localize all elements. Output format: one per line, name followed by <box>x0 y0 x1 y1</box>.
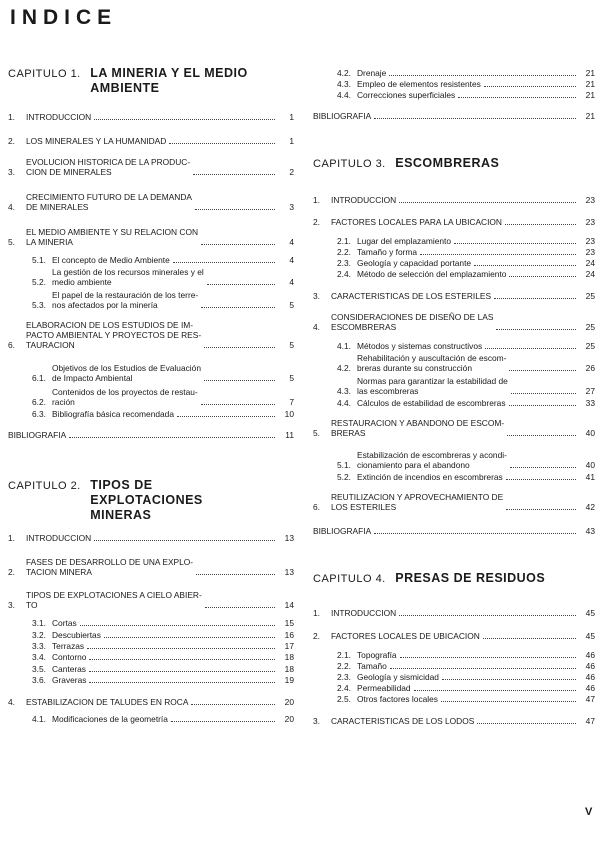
entry-page: 46 <box>585 683 595 693</box>
leader-dots <box>496 329 576 330</box>
toc-subentry <box>313 68 595 78</box>
entry-number: 1. <box>313 195 320 205</box>
entry-number: 4.2. <box>337 68 351 78</box>
entry-title: BIBLIOGRAFIA <box>8 430 67 440</box>
leader-dots <box>484 86 576 87</box>
entry-title: Contenidos de los proyectos de restau- ración <box>52 387 198 407</box>
chapter-label: CAPITULO 4. <box>313 573 386 585</box>
entry-title: Objetivos de los Estudios de Evaluación de Impacto Ambiental <box>52 363 201 383</box>
toc-subentry <box>313 90 595 100</box>
toc-subentry <box>313 683 595 693</box>
toc-subentry <box>313 398 595 408</box>
toc-subentry <box>8 675 294 685</box>
entry-number: 5.1. <box>32 255 46 265</box>
entry-title: Otros factores locales <box>357 694 438 704</box>
entry-page: 10 <box>284 409 294 419</box>
leader-dots <box>441 701 576 702</box>
leader-dots <box>207 284 275 285</box>
entry-number: 2.3. <box>337 672 351 682</box>
leader-dots <box>374 118 576 119</box>
toc-subentry <box>313 672 595 682</box>
entry-page: 40 <box>585 428 595 438</box>
chapter-title: ESCOMBRERAS <box>395 156 500 170</box>
entry-title: Bibliografía básica recomendada <box>52 409 174 419</box>
toc-subentry <box>313 247 595 257</box>
entry-number: 6.1. <box>32 373 46 383</box>
leader-dots <box>509 370 576 371</box>
entry-page: 45 <box>585 631 595 641</box>
entry-number: 2.3. <box>337 258 351 268</box>
entry-title: CARACTERISTICAS DE LOS LODOS <box>331 716 475 726</box>
toc-subentry <box>8 652 294 662</box>
leader-dots <box>173 262 275 263</box>
leader-dots <box>507 435 576 436</box>
entry-page: 3 <box>289 202 294 212</box>
entry-title: Estabilización de escombreras y acondi- cionamiento para el abandono <box>357 450 507 470</box>
entry-number: 1. <box>313 608 320 618</box>
leader-dots <box>169 143 275 144</box>
leader-dots <box>506 509 576 510</box>
leader-dots <box>196 574 275 575</box>
entry-title: EL MEDIO AMBIENTE Y SU RELACION CON LA MINERIA <box>26 227 199 247</box>
toc-subentry <box>313 236 595 246</box>
leader-dots <box>506 479 576 480</box>
leader-dots <box>483 638 576 639</box>
entry-number: 3. <box>313 291 320 301</box>
entry-page: 24 <box>585 269 595 279</box>
entry-number: 4.2. <box>337 363 351 373</box>
toc-entry <box>8 192 294 212</box>
toc-entry <box>8 557 294 577</box>
entry-number: 2.1. <box>337 650 351 660</box>
chapter-label: CAPITULO 2. <box>8 480 81 492</box>
chapter-label: CAPITULO 1. <box>8 68 81 80</box>
toc-subentry <box>8 387 294 407</box>
leader-dots <box>474 265 576 266</box>
entry-page: 33 <box>585 398 595 408</box>
entry-page: 21 <box>585 90 595 100</box>
leader-dots <box>89 682 275 683</box>
entry-number: 3.6. <box>32 675 46 685</box>
leader-dots <box>442 679 576 680</box>
entry-number: 1. <box>8 112 15 122</box>
leader-dots <box>458 97 576 98</box>
leader-dots <box>509 405 576 406</box>
toc-entry <box>313 492 595 512</box>
entry-title: Graveras <box>52 675 87 685</box>
toc-entry <box>8 697 294 707</box>
entry-page: 18 <box>284 664 294 674</box>
entry-number: 4. <box>313 322 320 332</box>
toc-subentry <box>313 341 595 351</box>
entry-title: CONSIDERACIONES DE DISEÑO DE LAS ESCOMBRERAS <box>331 312 494 332</box>
leader-dots <box>494 298 576 299</box>
entry-page: 4 <box>289 277 294 287</box>
leader-dots <box>87 648 275 649</box>
entry-title: BIBLIOGRAFIA <box>313 111 372 121</box>
entry-title: Cortas <box>52 618 77 628</box>
toc-entry <box>8 533 294 543</box>
leader-dots <box>204 380 275 381</box>
entry-page: 46 <box>585 672 595 682</box>
leader-dots <box>400 657 576 658</box>
toc-subentry <box>313 353 595 373</box>
leader-dots <box>193 174 275 175</box>
toc-entry <box>8 157 294 177</box>
entry-page: 7 <box>289 397 294 407</box>
toc-subentry <box>313 258 595 268</box>
entry-number: 4. <box>8 697 15 707</box>
leader-dots <box>511 393 576 394</box>
entry-title: Correcciones superficiales <box>357 90 456 100</box>
entry-page: 17 <box>284 641 294 651</box>
toc-subentry <box>8 714 294 724</box>
entry-number: 3.1. <box>32 618 46 628</box>
entry-title: Modificaciones de la geometría <box>52 714 168 724</box>
leader-dots <box>69 437 275 438</box>
page-title: INDICE <box>10 6 118 29</box>
entry-number: 3. <box>8 167 15 177</box>
entry-title: ELABORACION DE LOS ESTUDIOS DE IM- PACTO AMBIENTAL Y PROYECTOS DE RES- TAURACION <box>26 320 202 350</box>
entry-number: 2.1. <box>337 236 351 246</box>
leader-dots <box>509 276 576 277</box>
chapter-2-heading <box>8 478 294 523</box>
entry-title: Contorno <box>52 652 87 662</box>
entry-number: 5.1. <box>337 460 351 470</box>
chapter-1-heading <box>8 66 294 96</box>
entry-title: Rehabilitación y auscultación de escom- breras durante su construcción <box>357 353 507 373</box>
toc-entry <box>8 136 294 146</box>
entry-page: 4 <box>289 255 294 265</box>
entry-title: Topografía <box>357 650 397 660</box>
leader-dots <box>414 690 576 691</box>
entry-page: 20 <box>284 714 294 724</box>
leader-dots <box>191 704 275 705</box>
entry-page: 4 <box>289 237 294 247</box>
entry-title: Geología y capacidad portante <box>357 258 472 268</box>
toc-subentry <box>8 363 294 383</box>
entry-number: 1. <box>8 533 15 543</box>
entry-number: 4.1. <box>337 341 351 351</box>
toc-subentry <box>313 450 595 470</box>
leader-dots <box>510 467 576 468</box>
toc-subentry <box>8 630 294 640</box>
entry-number: 5. <box>313 428 320 438</box>
entry-page: 47 <box>585 694 595 704</box>
leader-dots <box>399 202 576 203</box>
entry-number: 3. <box>8 600 15 610</box>
toc-entry <box>313 526 595 536</box>
leader-dots <box>399 615 576 616</box>
entry-title: El papel de la restauración de los terre- nos afectados por la minería <box>52 290 199 310</box>
leader-dots <box>94 119 275 120</box>
leader-dots <box>104 637 275 638</box>
chapter-title: LA MINERIA Y EL MEDIO AMBIENTE <box>90 66 248 95</box>
entry-page: 16 <box>284 630 294 640</box>
entry-number: 5.2. <box>32 277 46 287</box>
entry-title: El concepto de Medio Ambiente <box>52 255 170 265</box>
toc-entry <box>313 111 595 121</box>
entry-title: ESTABILIZACION DE TALUDES EN ROCA <box>26 697 189 707</box>
chapter-title: PRESAS DE RESIDUOS <box>395 571 546 585</box>
entry-page: 15 <box>284 618 294 628</box>
toc-subentry <box>313 269 595 279</box>
entry-number: 5. <box>8 237 15 247</box>
entry-page: 5 <box>289 300 294 310</box>
leader-dots <box>204 347 275 348</box>
entry-page: 46 <box>585 661 595 671</box>
entry-page: 21 <box>585 79 595 89</box>
entry-page: 13 <box>284 567 294 577</box>
entry-page: 27 <box>585 386 595 396</box>
toc-subentry <box>8 641 294 651</box>
entry-title: BIBLIOGRAFIA <box>313 526 372 536</box>
toc-entry <box>8 430 294 440</box>
toc-entry <box>313 291 595 301</box>
leader-dots <box>201 307 275 308</box>
toc-subentry <box>313 694 595 704</box>
chapter-4-heading <box>313 571 595 587</box>
entry-page: 23 <box>585 247 595 257</box>
entry-title: FASES DE DESARROLLO DE UNA EXPLO- TACION MINERA <box>26 557 194 577</box>
entry-page: 45 <box>585 608 595 618</box>
leader-dots <box>505 224 576 225</box>
entry-page: 5 <box>289 340 294 350</box>
entry-page: 25 <box>585 291 595 301</box>
entry-number: 2. <box>313 631 320 641</box>
leader-dots <box>89 659 275 660</box>
toc-entry <box>313 312 595 332</box>
entry-number: 3.3. <box>32 641 46 651</box>
entry-page: 25 <box>585 322 595 332</box>
chapter-3-heading <box>313 156 595 172</box>
entry-number: 3.5. <box>32 664 46 674</box>
toc-entry <box>313 217 595 227</box>
leader-dots <box>171 721 275 722</box>
entry-title: EVOLUCION HISTORICA DE LA PRODUC- CION DE MINERALES <box>26 157 191 177</box>
leader-dots <box>89 671 275 672</box>
toc-subentry <box>313 79 595 89</box>
toc-entry <box>313 608 595 618</box>
entry-page: 14 <box>284 600 294 610</box>
entry-title: Geología y sismicidad <box>357 672 439 682</box>
entry-page: 1 <box>289 112 294 122</box>
entry-number: 6.3. <box>32 409 46 419</box>
entry-title: Permeabilidad <box>357 683 411 693</box>
entry-page: 23 <box>585 217 595 227</box>
entry-title: Canteras <box>52 664 86 674</box>
toc-subentry <box>8 664 294 674</box>
leader-dots <box>420 254 576 255</box>
entry-page: 46 <box>585 650 595 660</box>
entry-number: 2.4. <box>337 683 351 693</box>
toc-subentry <box>313 472 595 482</box>
toc-entry <box>8 227 294 247</box>
leader-dots <box>454 243 576 244</box>
entry-number: 2.2. <box>337 661 351 671</box>
entry-title: FACTORES LOCALES DE UBICACION <box>331 631 480 641</box>
toc-subentry <box>8 267 294 287</box>
chapter-label: CAPITULO 3. <box>313 158 386 170</box>
toc-subentry <box>8 290 294 310</box>
toc-entry <box>8 112 294 122</box>
entry-title: REUTILIZACION Y APROVECHAMIENTO DE LOS ESTERILES <box>331 492 504 512</box>
entry-page: 40 <box>585 460 595 470</box>
entry-page: 13 <box>284 533 294 543</box>
leader-dots <box>80 625 275 626</box>
entry-title: Terrazas <box>52 641 85 651</box>
entry-number: 6. <box>313 502 320 512</box>
entry-number: 6. <box>8 340 15 350</box>
toc-entry <box>8 590 294 610</box>
entry-title: INTRODUCCION <box>26 533 92 543</box>
entry-title: La gestión de los recursos minerales y el medio ambiente <box>52 267 204 287</box>
toc-entry <box>313 195 595 205</box>
entry-page: 21 <box>585 68 595 78</box>
entry-title: RESTAURACION Y ABANDONO DE ESCOM- BRERAS <box>331 418 505 438</box>
entry-number: 2. <box>313 217 320 227</box>
toc-subentry <box>8 409 294 419</box>
entry-page: 1 <box>289 136 294 146</box>
entry-title: FACTORES LOCALES PARA LA UBICACION <box>331 217 502 227</box>
toc-subentry <box>313 376 595 396</box>
entry-page: 18 <box>284 652 294 662</box>
entry-number: 2. <box>8 136 15 146</box>
entry-page: 43 <box>585 526 595 536</box>
entry-title: Tamaño <box>357 661 387 671</box>
entry-title: CRECIMIENTO FUTURO DE LA DEMANDA DE MINERALES <box>26 192 192 212</box>
entry-number: 4.4. <box>337 90 351 100</box>
entry-number: 4.4. <box>337 398 351 408</box>
entry-number: 2.5. <box>337 694 351 704</box>
leader-dots <box>205 607 275 608</box>
entry-number: 2.2. <box>337 247 351 257</box>
toc-entry <box>313 716 595 726</box>
entry-title: INTRODUCCION <box>331 195 397 205</box>
chapter-title: TIPOS DE EXPLOTACIONES MINERAS <box>90 478 203 522</box>
leader-dots <box>201 244 275 245</box>
leader-dots <box>201 404 275 405</box>
toc-entry <box>313 418 595 438</box>
leader-dots <box>195 209 275 210</box>
leader-dots <box>374 533 576 534</box>
entry-number: 4.1. <box>32 714 46 724</box>
entry-title: Descubiertas <box>52 630 101 640</box>
entry-page: 23 <box>585 195 595 205</box>
entry-title: Drenaje <box>357 68 387 78</box>
entry-page: 23 <box>585 236 595 246</box>
entry-page: 5 <box>289 373 294 383</box>
entry-page: 42 <box>585 502 595 512</box>
entry-number: 3.4. <box>32 652 46 662</box>
entry-page: 19 <box>284 675 294 685</box>
entry-title: LOS MINERALES Y LA HUMANIDAD <box>26 136 167 146</box>
entry-page: 21 <box>585 111 595 121</box>
entry-title: Cálculos de estabilidad de escombreras <box>357 398 506 408</box>
entry-title: Empleo de elementos resistentes <box>357 79 481 89</box>
entry-page: 2 <box>289 167 294 177</box>
entry-page: 26 <box>585 363 595 373</box>
entry-number: 4. <box>8 202 15 212</box>
entry-number: 2.4. <box>337 269 351 279</box>
toc-subentry <box>313 661 595 671</box>
entry-number: 6.2. <box>32 397 46 407</box>
leader-dots <box>94 540 275 541</box>
entry-page: 25 <box>585 341 595 351</box>
entry-number: 5.3. <box>32 300 46 310</box>
entry-title: TIPOS DE EXPLOTACIONES A CIELO ABIER- TO <box>26 590 202 610</box>
entry-page: 11 <box>285 430 294 440</box>
leader-dots <box>389 75 576 76</box>
entry-title: Métodos y sistemas constructivos <box>357 341 483 351</box>
entry-page: 47 <box>585 716 595 726</box>
entry-title: Lugar del emplazamiento <box>357 236 452 246</box>
leader-dots <box>177 416 275 417</box>
toc-subentry <box>8 618 294 628</box>
entry-number: 2. <box>8 567 15 577</box>
page-number: V <box>585 806 593 818</box>
entry-title: Método de selección del emplazamiento <box>357 269 507 279</box>
leader-dots <box>485 348 576 349</box>
leader-dots <box>477 723 576 724</box>
entry-title: Normas para garantizar la estabilidad de las escombreras <box>357 376 508 396</box>
toc-entry <box>313 631 595 641</box>
entry-number: 5.2. <box>337 472 351 482</box>
entry-page: 24 <box>585 258 595 268</box>
entry-number: 4.3. <box>337 386 351 396</box>
toc-entry <box>8 320 294 350</box>
entry-title: INTRODUCCION <box>26 112 92 122</box>
entry-title: INTRODUCCION <box>331 608 397 618</box>
entry-page: 20 <box>284 697 294 707</box>
entry-number: 3.2. <box>32 630 46 640</box>
entry-title: CARACTERISTICAS DE LOS ESTERILES <box>331 291 492 301</box>
entry-title: Tamaño y forma <box>357 247 418 257</box>
leader-dots <box>390 668 576 669</box>
entry-title: Extinción de incendios en escombreras <box>357 472 503 482</box>
entry-number: 3. <box>313 716 320 726</box>
entry-page: 41 <box>585 472 595 482</box>
toc-subentry <box>313 650 595 660</box>
entry-number: 4.3. <box>337 79 351 89</box>
toc-subentry <box>8 255 294 265</box>
